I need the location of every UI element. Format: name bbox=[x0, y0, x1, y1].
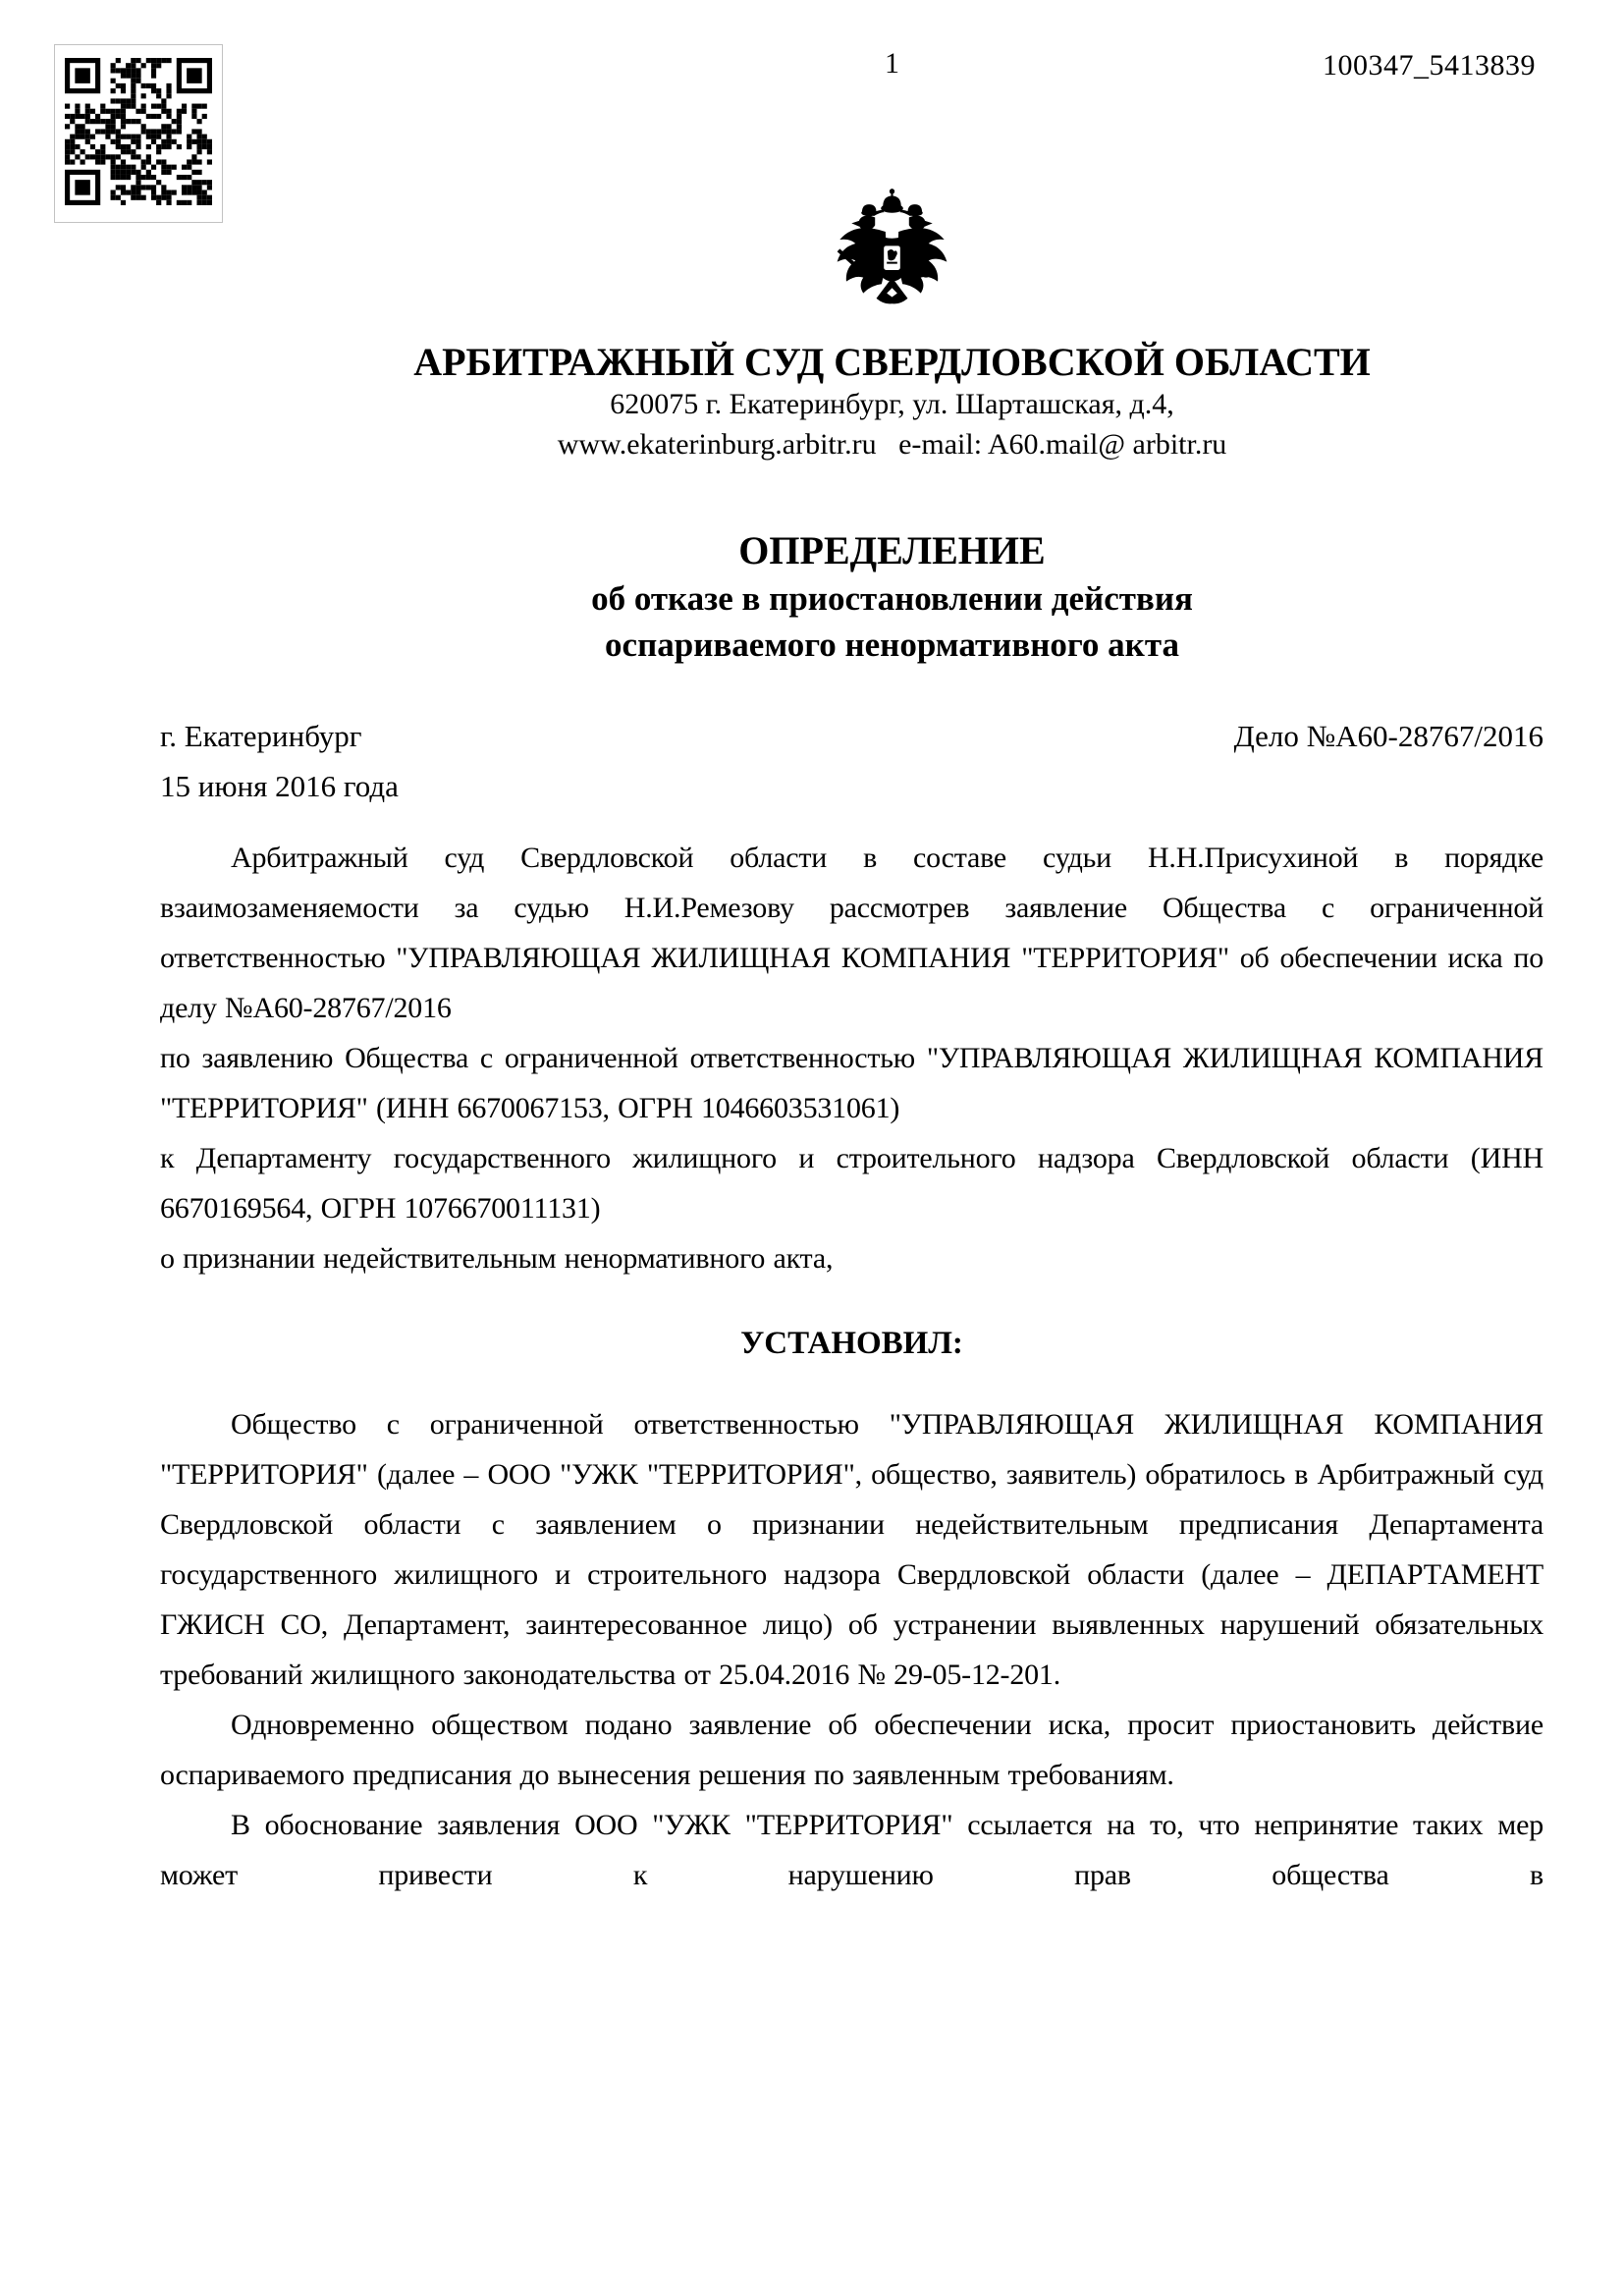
document-id: 100347_5413839 bbox=[1323, 49, 1536, 82]
document-title: ОПРЕДЕЛЕНИЕ bbox=[738, 528, 1046, 572]
body-paragraph: Одновременно обществом подано заявление об обеспечении иска, просит приостановить действие оспариваемого предписания до вынесения решения по заявленным требованиям. bbox=[160, 1709, 1543, 1791]
section-heading-ustanovil: УСТАНОВИЛ: bbox=[740, 1326, 963, 1361]
court-address: 620075 г. Екатеринбург, ул. Шарташская, д.4, bbox=[610, 388, 1174, 420]
intro-paragraph: Арбитражный суд Свердловской области в составе судьи Н.Н.Присухиной в порядке взаимозаменяемости за судью Н.И.Ремезову рассмотрев заявление Общества с ограниченной ответственностью "УПРАВЛЯЮЩАЯ ЖИЛИЩНАЯ КОМПАНИЯ "ТЕРРИТОРИЯ" об обеспечении иска по делу №А60-28767/2016 bbox=[160, 842, 1543, 1024]
case-number: Дело №А60-28767/2016 bbox=[1233, 719, 1543, 753]
case-date: 15 июня 2016 года bbox=[160, 769, 399, 803]
intro-paragraph: к Департаменту государственного жилищного и строительного надзора Свердловской области (ИНН 6670169564, ОГРН 1076670011131) bbox=[160, 1142, 1543, 1225]
court-website-email: www.ekaterinburg.arbitr.ru e-mail: A60.mail@ arbitr.ru bbox=[557, 428, 1227, 461]
document-subtitle-line1: об отказе в приостановлении действия bbox=[591, 579, 1193, 618]
intro-paragraph: о признании недействительным ненормативного акта, bbox=[160, 1242, 834, 1275]
russia-coat-of-arms-icon bbox=[827, 185, 957, 322]
page-number: 1 bbox=[885, 47, 899, 80]
body-paragraph: В обоснование заявления ООО "УЖК "ТЕРРИТОРИЯ" ссылается на то, что непринятие таких мер может привести к нарушению прав общества в bbox=[160, 1809, 1543, 1891]
document-subtitle-line2: оспариваемого ненормативного акта bbox=[605, 626, 1179, 664]
court-name: АРБИТРАЖНЫЙ СУД СВЕРДЛОВСКОЙ ОБЛАСТИ bbox=[413, 340, 1371, 384]
intro-paragraph: по заявлению Общества с ограниченной ответственностью "УПРАВЛЯЮЩАЯ ЖИЛИЩНАЯ КОМПАНИЯ "ТЕРРИТОРИЯ" (ИНН 6670067153, ОГРН 1046603531061) bbox=[160, 1042, 1543, 1124]
case-city: г. Екатеринбург bbox=[160, 719, 362, 753]
body-paragraph: Общество с ограниченной ответственностью "УПРАВЛЯЮЩАЯ ЖИЛИЩНАЯ КОМПАНИЯ "ТЕРРИТОРИЯ" (далее – ООО "УЖК "ТЕРРИТОРИЯ", общество, заявитель) обратилось в Арбитражный суд Свердловской области с заявлением о признании недействительным предписания Департамента государственного жилищного и строительного надзора Свердловской области (далее – ДЕПАРТАМЕНТ ГЖИСН СО, Департамент, заинтересованное лицо) об устранении выявленных нарушений обязательных требований жилищного законодательства от 25.04.2016 № 29-05-12-201. bbox=[160, 1408, 1543, 1691]
